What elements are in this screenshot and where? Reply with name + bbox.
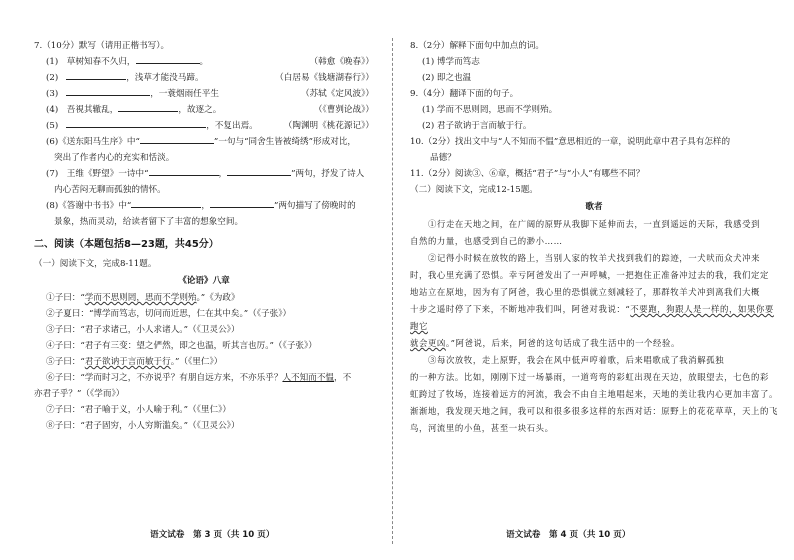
q7-source: （《曹刿论战》） — [313, 105, 374, 115]
chapter-text: ，不 — [334, 373, 352, 383]
q7-item-text: (3) — [46, 89, 59, 99]
paragraph-line: 渐渐地，我发现天地之间，我可以和很多很多这样的东西对话：原野上的花花草草，天上的飞 — [410, 406, 778, 416]
left-column — [34, 38, 374, 434]
q7-item-text: ，一蓑烟雨任平生 — [150, 89, 219, 99]
paragraph-text: 。”阿爸说，后来，阿爸的这句话成了我生活中的一个经验。 — [445, 338, 680, 348]
chapter-text: ①子曰：“ — [46, 293, 85, 303]
q7-item-text: (5) — [46, 121, 59, 131]
analects-chapter-1 — [34, 290, 374, 306]
paragraph-line — [410, 301, 778, 335]
passage-paragraph-3 — [410, 352, 778, 437]
question-9: 9.（4分）翻译下面的句子。 — [410, 89, 519, 99]
q7-item-3 — [34, 86, 374, 102]
paragraph-line — [410, 335, 778, 352]
question-7-heading: 7.（10分）默写（请用正楷书写）。 — [34, 41, 170, 51]
question-10: 10.（2分）找出文中与“人不知而不愠”意思相近的一章，说明此章中君子具有怎样的 — [410, 137, 731, 147]
answer-blank[interactable] — [118, 102, 178, 112]
answer-blank[interactable] — [149, 166, 219, 176]
q7-source: （陶渊明《桃花源记》） — [283, 121, 374, 131]
q7-item-1 — [34, 54, 374, 70]
paragraph-line: 自然的力量，也感受到自己的渺小…… — [410, 236, 563, 246]
paragraph-line: 时，我心里充满了恐惧。幸亏阿爸发出了一声呼喊，一把抱住正准备冲过去的我，我们定定 — [410, 270, 769, 280]
right-column — [410, 38, 778, 437]
page-divider — [392, 38, 393, 544]
q7-item-2 — [34, 70, 374, 86]
question-8-item-2: (2) 即之也温 — [422, 73, 472, 83]
paragraph-line: ①行走在天地之间，在广阔的原野从我脚下延伸而去，一直到遥远的天际，我感受到 — [428, 219, 761, 229]
section-2-heading: 二、阅读（本题包括8—23题，共45分） — [34, 239, 219, 250]
analects-chapter-2: ②子夏曰：“博学而笃志，切问而近思，仁在其中矣。”（《子张》） — [46, 309, 292, 319]
q7-item-text: (2) — [46, 73, 59, 83]
right-exam-page — [398, 0, 794, 560]
chapter-text: 。”（《里仁》） — [170, 357, 223, 367]
underlined-phrase: 人不知而不愠 — [282, 373, 335, 383]
q7-item-text: 。 — [199, 57, 209, 67]
chapter-text: 。”《为政》 — [196, 293, 240, 303]
question-8-item-1: (1) 博学而笃志 — [422, 57, 480, 67]
answer-blank[interactable] — [136, 54, 200, 64]
q7-item-text: (1) 草树知春不久归， — [46, 57, 136, 67]
page-footer: 语文试卷 第 4 页（共 10 页） — [506, 530, 631, 540]
q7-item-6 — [34, 134, 374, 150]
analects-chapter-6-cont: 亦君子乎？”（《学而》） — [34, 389, 125, 399]
q7-item-8 — [34, 198, 374, 214]
q7-item-text: ，不复出焉。 — [206, 121, 258, 131]
q7-source: （白居易《钱塘湖春行》） — [275, 73, 374, 83]
question-8: 8.（2分）解释下面句中加点的词。 — [410, 41, 544, 51]
paragraph-line: 鸟，河流里的小鱼，甚至一块石头。 — [410, 423, 554, 433]
question-11: 11.（2分）阅读③、⑥章，概括“君子”与“小人”有哪些不同？ — [410, 169, 645, 179]
question-9-item-2: (2) 君子欲讷于言而敏于行。 — [422, 121, 532, 131]
question-9-item-1: (1) 学而不思则罔，思而不学则殆。 — [422, 105, 558, 115]
q7-item-5 — [34, 118, 374, 134]
analects-chapter-8: ⑧子曰：“君子固穷，小人穷斯滥矣。”（《卫灵公》） — [46, 421, 240, 431]
marked-sentence: 不要跑，狗跟人是一样的，如果你要跑它 — [410, 304, 774, 331]
q7-item-4 — [34, 102, 374, 118]
marked-sentence: 学而不思则罔，思而不学则殆 — [84, 293, 197, 303]
q7-source: （韩愈《晚春》） — [309, 57, 374, 67]
answer-blank[interactable] — [140, 134, 214, 144]
page-footer: 语文试卷 第 3 页（共 10 页） — [150, 530, 275, 540]
q7-item-text: ，故逐之。 — [178, 105, 222, 115]
q7-item-7 — [34, 166, 374, 182]
answer-blank[interactable] — [66, 118, 206, 128]
analects-chapter-7: ⑦子曰：“君子喻于义，小人喻于利。”（《里仁》） — [46, 405, 231, 415]
q7-item-text: ”一句与“同舍生皆被绮绣”形成对比， — [213, 137, 357, 147]
q7-item-text: (6)《送东阳马生序》中“ — [46, 137, 140, 147]
analects-chapter-6 — [34, 370, 374, 386]
q7-item-text: ”两句，抒发了诗人 — [291, 169, 365, 179]
passage-paragraph-2 — [410, 250, 778, 352]
subsection-2-heading: （二）阅读下文，完成12-15题。 — [410, 185, 538, 195]
paragraph-line: ②记得小时候在放牧的路上，当别人家的牧羊犬找到我们的踪迹，一犬吠而众犬冲来 — [428, 253, 761, 263]
paragraph-text: 十步之遥时停了下来，不断地冲我们叫，阿爸对我说：“ — [410, 304, 631, 314]
q7-item-text: ， — [201, 201, 210, 211]
analects-chapter-3: ③子曰：“君子求诸己，小人求诸人。”（《卫灵公》） — [46, 325, 240, 335]
q7-item-text: ”两句描写了傍晚时的 — [273, 201, 356, 211]
answer-blank[interactable] — [131, 198, 201, 208]
chapter-text: ⑤子曰：“ — [46, 357, 85, 367]
passage-title: 《论语》八章 — [178, 276, 230, 286]
analects-chapter-4: ④子曰：“君子有三变：望之俨然，即之也温，听其言也厉。”（《子张》） — [46, 341, 317, 351]
question-10-cont: 品德？ — [430, 153, 456, 163]
paragraph-line: 虹跨过了牧场，连接着远方的河流，我会不由自主地唱起来，天地的美让我内心更加丰富了。 — [410, 389, 778, 399]
marked-sentence: 就会更凶 — [410, 338, 446, 348]
q7-item-text: (4) 吾視其辙乱， — [46, 105, 119, 115]
q7-item-text: (8)《答谢中书书》中“ — [46, 201, 132, 211]
paragraph-line: ③每次放牧，走上原野，我会在风中低声哼着歌，后来唱歌成了我消解孤独 — [428, 355, 725, 365]
q7-item-8-cont: 景象，热而灵动，给读者留下了丰富的想象空间。 — [54, 217, 244, 227]
left-exam-page — [0, 0, 386, 560]
analects-chapter-5 — [34, 354, 374, 370]
paragraph-line: 的一种方法。比如，刚刚下过一场暴雨，一道弯弯的彩虹出现在天边，放眼望去，七色的彩 — [410, 372, 769, 382]
q7-item-text: ， — [218, 169, 228, 179]
q7-item-text: ，浅草才能没马蹄。 — [126, 73, 204, 83]
passage-title: 歌者 — [585, 202, 603, 212]
answer-blank[interactable] — [210, 198, 274, 208]
paragraph-line: 地站立在原地，因为有了阿爸，我心里的恐惧就立刻减轻了，那群牧羊犬冲到离我们大概 — [410, 287, 761, 297]
q7-item-6-cont: 突出了作者内心的充实和恬淡。 — [54, 153, 175, 163]
subsection-1-heading: （一）阅读下文，完成8-11题。 — [34, 259, 157, 269]
answer-blank[interactable] — [66, 70, 126, 80]
answer-blank[interactable] — [66, 86, 150, 96]
chapter-text: ⑥子曰：“学而时习之，不亦说乎？有朋自远方来，不亦乐乎？ — [46, 373, 283, 383]
q7-source: （苏轼《定风波》） — [300, 89, 374, 99]
q7-item-7-cont: 内心苦闷无聊而孤独的情怀。 — [54, 185, 166, 195]
answer-blank[interactable] — [227, 166, 291, 176]
marked-sentence: 君子欲讷于言而敏于行 — [84, 357, 171, 367]
passage-paragraph-1 — [410, 216, 778, 250]
q7-item-text: (7) 王维《野望》一诗中“ — [46, 169, 149, 179]
